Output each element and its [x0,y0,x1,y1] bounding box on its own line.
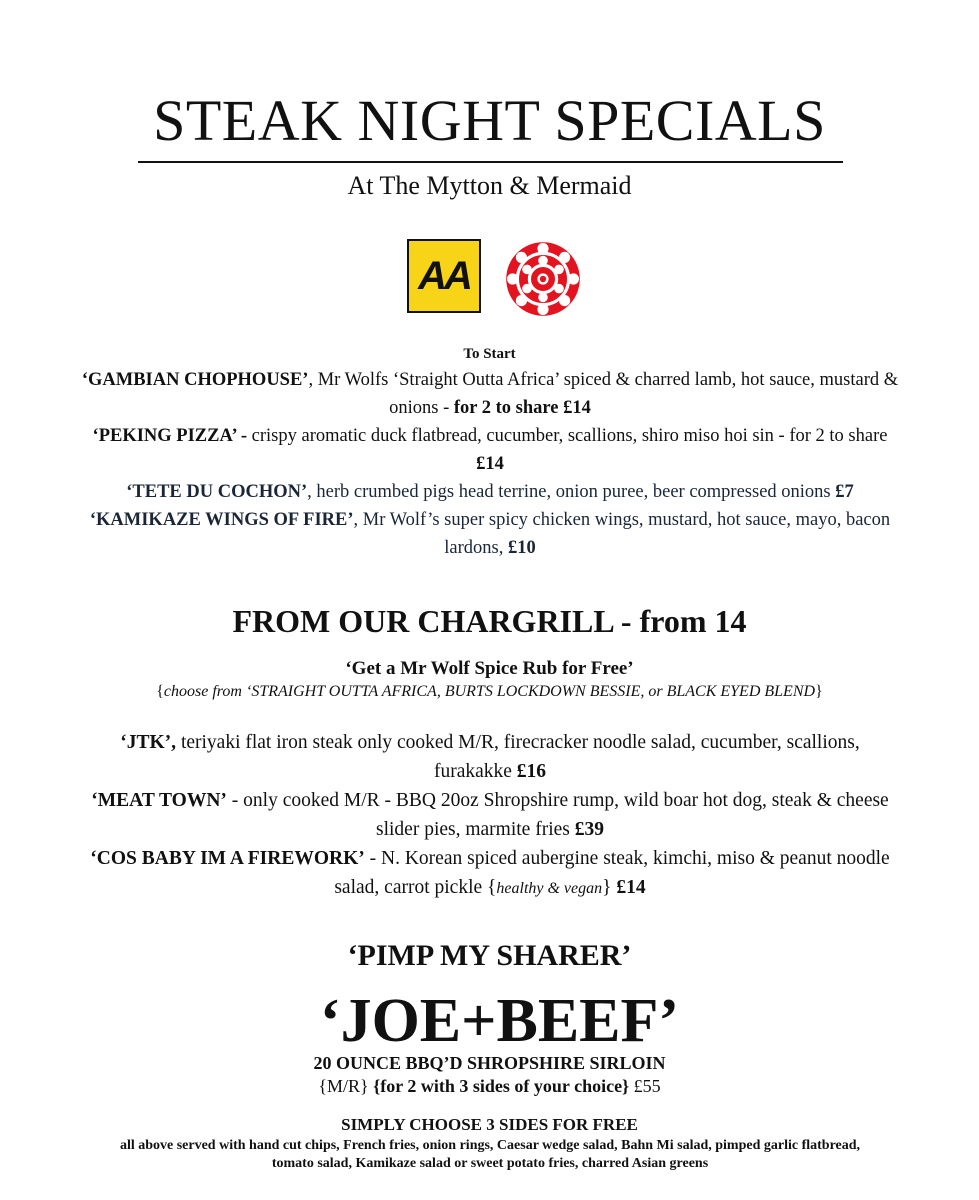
sides-heading: SIMPLY CHOOSE 3 SIDES FOR FREE [341,1115,638,1134]
brace-open: { [156,683,164,700]
sharer-detail [0,1074,979,1098]
spice-rub-offer: ‘Get a Mr Wolf Spice Rub for Free’ [345,658,634,679]
chargrill-heading [0,600,979,642]
item-description: , Mr Wolfs ‘Straight Outta Africa’ spiced & charred lamb, hot sauce, mustard & onions - [308,370,899,418]
item-price: £14 [616,877,646,898]
starter-item [80,366,900,422]
starters-heading: To Start [463,346,516,362]
venue-subtitle: At The Mytton & Mermaid [347,171,632,200]
aa-rosette-icon [503,239,583,319]
item-description: , Mr Wolf’s super spicy chicken wings, mustard, hot sauce, mayo, bacon lardons, [353,510,891,558]
item-name: ‘JTK’, [120,732,177,753]
item-name: ‘MEAT TOWN’ [91,790,227,811]
starter-item [80,422,900,478]
item-description: teriyaki flat iron steak only cooked M/R, firecracker noodle salad, cucumber, scallions, furakakke [176,732,860,782]
item-description: - N. Korean spiced aubergine steak, kimchi, miso & peanut noodle salad, carrot pickle { [334,848,890,898]
starters-list [80,366,900,562]
sharer-price: £55 [629,1076,661,1096]
item-price: £14 [476,454,504,474]
item-price: £7 [835,482,854,502]
item-price: for 2 to share £14 [453,398,591,418]
sharer-cook: {M/R} [318,1076,374,1096]
chargrill-heading-main: FROM OUR CHARGRILL [232,603,613,639]
brace-close: } [815,683,823,700]
item-note: healthy & vegan [496,880,603,897]
aa-logo-text: AA [418,253,470,298]
sharer-serving: {for 2 with 3 sides of your choice} [373,1076,630,1096]
page-title: STEAK NIGHT SPECIALS [153,88,826,153]
title-underline [138,161,843,163]
item-price: £39 [574,819,604,840]
chargrill-item [90,786,890,844]
spice-rub-choices-text: choose from ‘STRAIGHT OUTTA AFRICA, BURTS LOCKDOWN BESSIE, or BLACK EYED BLEND [163,683,816,700]
item-name: ‘COS BABY IM A FIREWORK’ [90,848,365,869]
starter-item [80,506,900,562]
item-name: ‘PEKING PIZZA’ - [92,426,248,446]
item-description: , herb crumbed pigs head terrine, onion puree, beer compressed onions [307,482,836,502]
item-name: ‘KAMIKAZE WINGS OF FIRE’ [89,510,354,530]
chargrill-list [90,728,890,903]
item-name: ‘GAMBIAN CHOPHOUSE’ [81,370,309,390]
item-description: crispy aromatic duck flatbread, cucumber, scallions, shiro miso hoi sin - for 2 to share [247,426,888,446]
sharer-name: ‘JOE+BEEF’ [319,987,680,1055]
chargrill-item [90,844,890,903]
starter-item [80,478,900,506]
spice-rub-choices [0,681,979,703]
item-price: £16 [516,761,547,782]
sides-list: all above served with hand cut chips, French fries, onion rings, Caesar wedge salad, Bahn Mi salad, pimped garlic flatbread, tomato salad, Kamikaze salad or sweet potato fries, charred Asian greens [119,1138,861,1171]
chargrill-heading-price: - from 14 [612,603,747,639]
item-price: £10 [507,538,536,558]
chargrill-item [90,728,890,786]
sharer-heading: ‘PIMP MY SHARER’ [347,939,632,972]
item-description: - only cooked M/R - BBQ 20oz Shropshire rump, wild boar hot dog, steak & cheese slider pies, marmite fries [226,790,889,840]
aa-logo [407,239,481,313]
sharer-subtitle: 20 OUNCE BBQ’D SHROPSHIRE SIRLOIN [313,1053,666,1073]
award-logos [407,239,587,317]
item-name: ‘TETE DU COCHON’ [126,482,308,502]
item-note-close: } [602,877,617,898]
